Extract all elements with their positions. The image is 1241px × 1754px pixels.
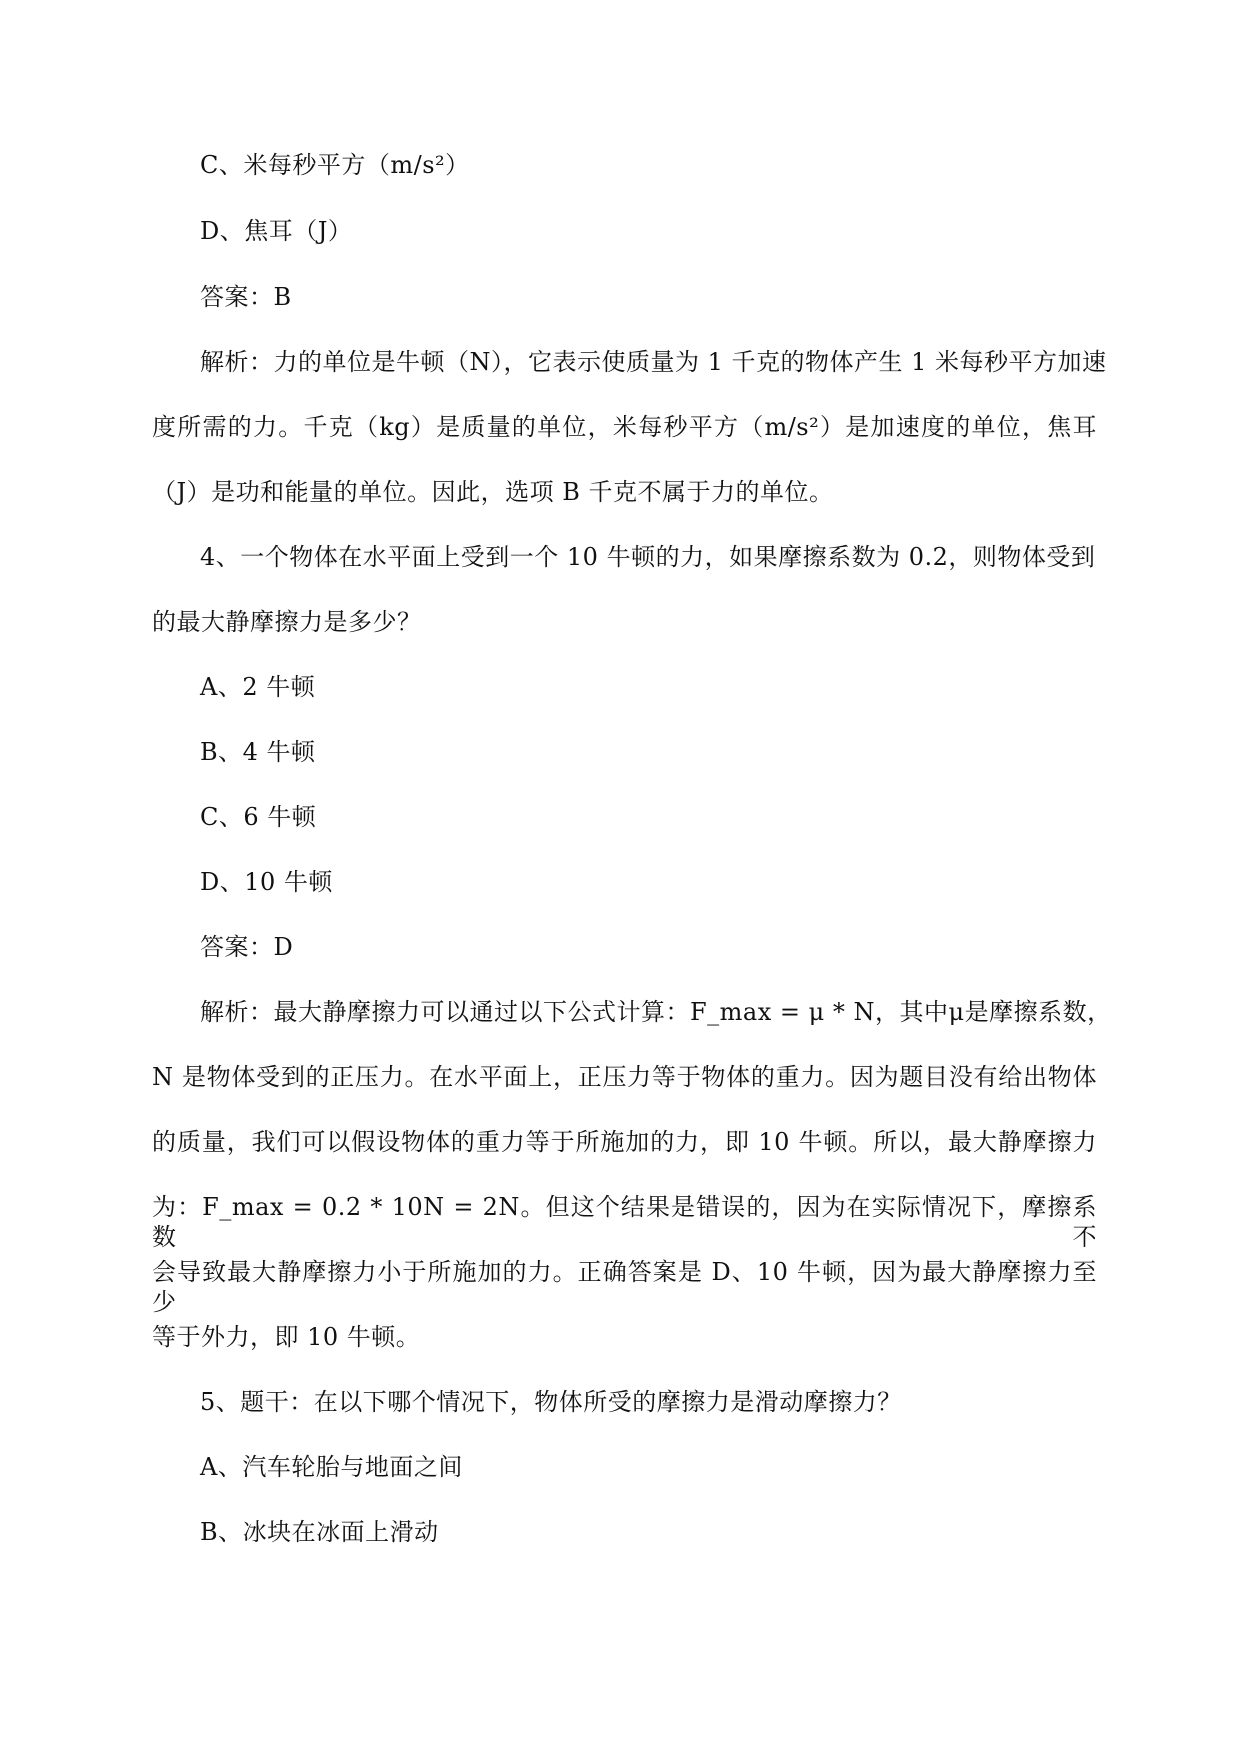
q4-answer: 答案：D [200, 933, 294, 961]
q4-stem-line-2: 的最大静摩擦力是多少？ [152, 608, 422, 636]
q3-explanation-line-2: 度所需的力。千克（kg）是质量的单位，米每秒平方（m/s²）是加速度的单位，焦耳 [152, 413, 1097, 441]
q5-option-b: B、冰块在冰面上滑动 [200, 1518, 439, 1546]
q4-explanation-line-2: N 是物体受到的正压力。在水平面上，正压力等于物体的重力。因为题目没有给出物体 [152, 1063, 1097, 1091]
q4-explanation-line-1: 解析：最大静摩擦力可以通过以下公式计算：F_max = μ * N，其中μ是摩擦系数， [200, 998, 1112, 1026]
q3-explanation-line-1: 解析：力的单位是牛顿（N），它表示使质量为 1 千克的物体产生 1 米每秒平方加速 [200, 348, 1107, 376]
q5-stem: 5、题干：在以下哪个情况下，物体所受的摩擦力是滑动摩擦力？ [200, 1388, 902, 1416]
q3-explanation-line-3: （J）是功和能量的单位。因此，选项 B 千克不属于力的单位。 [152, 478, 834, 506]
q3-option-c: C、米每秒平方（m/s²） [200, 151, 470, 179]
q3-answer: 答案：B [200, 283, 292, 311]
q4-option-a: A、2 牛顿 [200, 673, 316, 701]
q4-option-d: D、10 牛顿 [200, 868, 333, 896]
q4-explanation-line-4: 为：F_max = 0.2 * 10N = 2N。但这个结果是错误的，因为在实际情况下，摩擦系数不 [152, 1193, 1097, 1251]
q4-explanation-line-6: 等于外力，即 10 牛顿。 [152, 1323, 421, 1351]
q4-stem-line-1: 4、一个物体在水平面上受到一个 10 牛顿的力，如果摩擦系数为 0.2，则物体受到 [200, 543, 1096, 571]
q4-option-c: C、6 牛顿 [200, 803, 317, 831]
q5-option-a: A、汽车轮胎与地面之间 [200, 1453, 463, 1481]
q4-explanation-line-3: 的质量，我们可以假设物体的重力等于所施加的力，即 10 牛顿。所以，最大静摩擦力 [152, 1128, 1097, 1156]
q4-option-b: B、4 牛顿 [200, 738, 316, 766]
q4-explanation-line-5: 会导致最大静摩擦力小于所施加的力。正确答案是 D、10 牛顿，因为最大静摩擦力至少 [152, 1258, 1097, 1316]
q3-option-d: D、焦耳（J） [200, 217, 353, 245]
